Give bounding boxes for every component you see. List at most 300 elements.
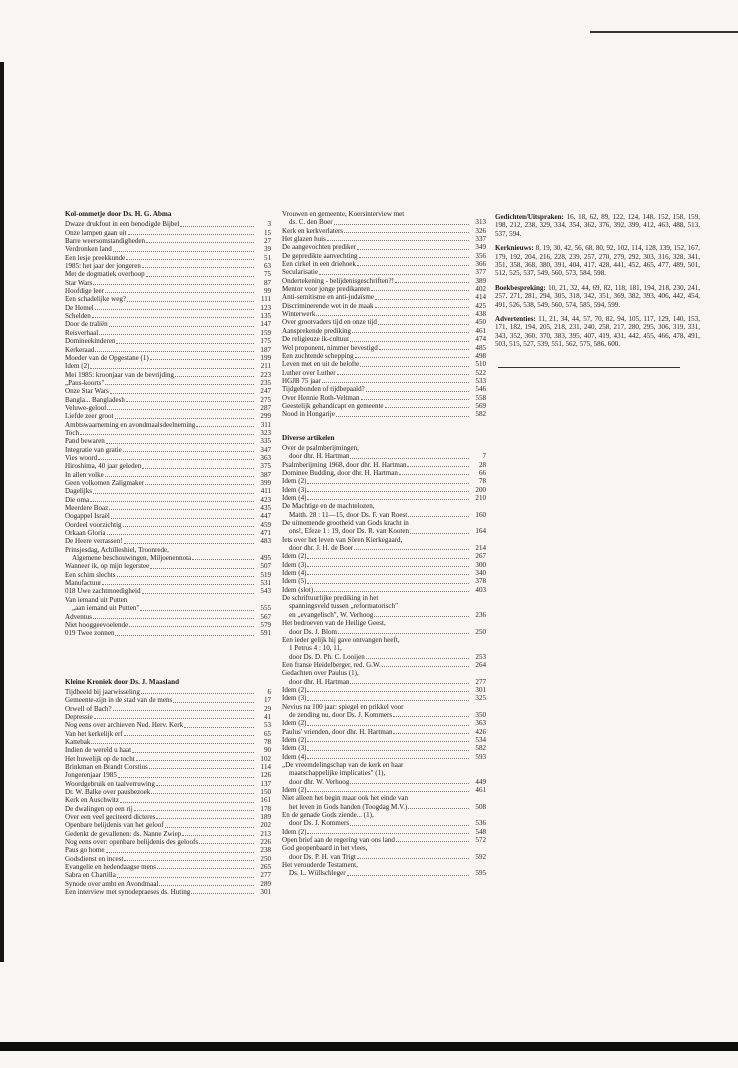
page-number: 53 (263, 721, 271, 730)
page-number: 202 (260, 821, 271, 830)
index-entry (65, 245, 271, 253)
dot-leader (80, 434, 254, 435)
dot-leader (322, 382, 469, 383)
page-number: 78 (263, 737, 271, 746)
dot-leader (382, 666, 469, 667)
entry-title: Een interview met synodepraeses ds. Huting (65, 888, 191, 897)
dot-leader (361, 399, 470, 400)
paragraph-boekbespreking (495, 284, 700, 309)
index-entry (282, 227, 486, 235)
scan-edge-bottom (0, 1042, 738, 1051)
page-number: 150 (260, 788, 271, 796)
entry-title: Synode over ambt en Avondmaal (65, 879, 159, 888)
entry-title: Met de dogmatiek overhoop (65, 270, 145, 279)
page-number: 3 (267, 220, 271, 229)
dot-leader (360, 366, 469, 367)
entry-title: Een schim slechts (65, 570, 116, 579)
dot-leader (316, 315, 469, 316)
dot-leader (407, 466, 469, 467)
dot-leader (124, 735, 254, 736)
dot-leader (307, 750, 469, 751)
dot-leader (150, 359, 254, 360)
index-entry (282, 486, 486, 494)
scan-edge-left (0, 62, 4, 962)
index-entry (282, 869, 486, 877)
entry-title: 1985: het jaar der jongeren (65, 262, 141, 271)
index-entry (65, 713, 271, 721)
index-entry (282, 678, 486, 686)
entry-title: Godsdienst en incest (65, 854, 124, 863)
page-number: 199 (260, 353, 271, 362)
index-entry (65, 446, 271, 454)
page-number: 389 (475, 276, 486, 285)
dot-leader (395, 282, 469, 283)
index-entry (282, 260, 486, 268)
dot-leader (307, 491, 469, 492)
page-number: 438 (475, 310, 486, 319)
entry-title: Tijdgebonden of tijdbepaald? (282, 385, 365, 394)
dot-leader (126, 401, 254, 402)
dot-leader (357, 265, 469, 266)
index-entry (65, 496, 271, 504)
dot-leader (156, 818, 254, 819)
page-number: 178 (260, 804, 271, 813)
page-number: 78 (478, 477, 486, 486)
dot-leader (118, 777, 254, 778)
entry-title: en „evangelisch", W. Verhoog (289, 610, 374, 619)
index-entry (65, 537, 271, 545)
entry-title: Gemeente-zijn in de stad van de mens (65, 696, 173, 705)
page-number: 147 (260, 320, 271, 329)
dot-leader (191, 893, 254, 894)
paragraph-advertenties (495, 315, 700, 349)
dot-leader (127, 301, 254, 302)
page-number: 399 (260, 479, 271, 487)
page-number: 87 (263, 278, 271, 287)
page-number: 461 (475, 326, 486, 335)
entry-title: door Ds. D. Ph. C. Looijen (289, 652, 365, 661)
dot-leader (385, 407, 469, 408)
index-entry (282, 243, 486, 251)
index-entry (282, 819, 486, 827)
dot-leader (91, 743, 254, 744)
dot-leader (175, 376, 254, 377)
dot-leader (307, 691, 469, 692)
page-number: 15 (263, 228, 271, 237)
entry-title: Het glazen huis (282, 235, 326, 244)
entry-title: Depressie (65, 712, 93, 721)
entry-title: Integratie van gratie (65, 445, 122, 454)
dot-leader (98, 459, 254, 460)
entry-title: Over een veel geciteerd dicteres (65, 813, 156, 822)
index-entry (65, 521, 271, 529)
page-number: 543 (260, 587, 271, 596)
page-number: 17 (263, 696, 271, 705)
index-entry (65, 329, 271, 337)
dot-leader (110, 393, 254, 394)
page-number: 450 (475, 318, 486, 327)
index-entry (65, 805, 271, 813)
dot-leader (350, 825, 469, 826)
index-entry (65, 830, 271, 838)
index-entry (282, 544, 486, 552)
index-entry (65, 421, 271, 429)
dot-leader (136, 760, 254, 761)
index-entry-text: Over de psalmberijmingen, (282, 443, 359, 452)
index-entry (282, 277, 486, 285)
page-number: 572 (475, 836, 486, 845)
dot-leader (93, 618, 254, 619)
index-entry-text: „De vreemdelingschap van de kerk en haar (282, 761, 404, 769)
entry-title: „Paus-koorts" (65, 378, 105, 387)
entry-title: De dwalingen op een rij (65, 804, 133, 813)
index-entry (282, 778, 486, 786)
index-entry (65, 629, 271, 637)
column-left (65, 210, 271, 896)
entry-title: Jongerenjaar 1985 (65, 771, 117, 780)
index-entry (282, 352, 486, 360)
dot-leader (379, 349, 469, 350)
dot-leader (347, 875, 469, 876)
index-list-kol (65, 220, 271, 637)
page-number: 51 (263, 253, 271, 262)
page-number: 226 (260, 838, 271, 847)
label-advertenties: Advertenties: (495, 315, 536, 324)
dot-leader (159, 885, 254, 886)
entry-title: Open brief aan de regering van ons land (282, 836, 395, 845)
index-entry (282, 686, 486, 694)
index-entry (65, 871, 271, 879)
entry-title: Hoofdige leer (65, 287, 104, 296)
index-entry (282, 452, 486, 460)
index-entry-text: spanningsveld tussen „reformatorisch" (289, 602, 398, 611)
index-entry (65, 371, 271, 379)
index-entry (65, 888, 271, 896)
entry-title: Nog eens over: openbare belijdenis des geloofs (65, 838, 199, 847)
entry-title: De gepredikte aanvechting (282, 251, 358, 260)
page-number: 264 (475, 660, 486, 669)
page-number: 323 (260, 428, 271, 437)
dot-leader (94, 718, 254, 719)
index-entry (282, 402, 486, 410)
page-number: 27 (263, 237, 271, 246)
dot-leader (307, 700, 469, 701)
entry-title: Idem (2) (65, 362, 90, 371)
page-number: 159 (260, 328, 271, 337)
page-number: 164 (475, 527, 486, 536)
page-number: 461 (475, 786, 486, 795)
entry-title: Toch (65, 428, 79, 437)
entry-title: Woordgebruik en taalverruwing (65, 779, 155, 788)
dot-leader (93, 493, 254, 494)
dot-leader (134, 810, 254, 811)
index-entry (282, 828, 486, 836)
index-entry (282, 252, 486, 260)
dot-leader (117, 877, 254, 878)
page-number: 289 (260, 879, 271, 888)
page-number: 311 (260, 420, 271, 429)
index-entry-text: Gedachten over Paulus (1), (282, 669, 359, 678)
index-entry (65, 512, 271, 520)
dot-leader (393, 716, 469, 717)
page-number: 363 (260, 453, 271, 462)
index-entry-text: Het bedroeven van de Heilige Geest, (282, 619, 386, 628)
index-entry (65, 504, 271, 512)
page-number: 593 (475, 752, 486, 761)
entry-title: Nog eens over archieven Ned. Herv. Kerk (65, 721, 184, 730)
index-entry (65, 295, 271, 303)
end-rule (498, 367, 680, 368)
label-boekbespreking: Boekbespreking: (495, 283, 546, 292)
entry-title: Discriminerende wet in de maak (282, 301, 374, 310)
page-number: 75 (263, 270, 271, 279)
dot-leader (366, 391, 469, 392)
entry-title: 019 Twee zonnen (65, 629, 115, 638)
page-number: 214 (475, 544, 486, 553)
index-entry (65, 730, 271, 738)
entry-title: Kerkeraad (65, 345, 95, 354)
page-number: 90 (263, 746, 271, 755)
page-number: 579 (260, 620, 271, 629)
entry-title: Evangelie en hedendaagse mens (65, 863, 156, 872)
dot-leader (352, 332, 469, 333)
page-number: 459 (260, 520, 271, 529)
entry-title: Idem (3) (282, 744, 307, 753)
index-entry (282, 744, 486, 752)
entry-title: Idem (2) (282, 786, 307, 795)
entry-title: Oogappel Israël (65, 512, 110, 521)
dot-leader (307, 566, 469, 567)
entry-title: Anti-semitisme en anti-judaïsme (282, 293, 374, 302)
entry-title: Veluwe-geloof (65, 403, 107, 412)
index-entry (65, 788, 271, 796)
entry-title: Nood in Hongarije (282, 410, 335, 419)
dot-leader (375, 299, 469, 300)
dot-leader (106, 443, 254, 444)
index-entry (65, 613, 271, 621)
dot-leader (366, 658, 469, 659)
page-number: 28 (478, 460, 486, 469)
dot-leader (107, 409, 254, 410)
dot-leader (107, 534, 254, 535)
index-entry (282, 477, 486, 485)
entry-title: Paus go home (65, 846, 105, 855)
index-entry (65, 705, 271, 713)
index-entry-text: Nevius na 100 jaar: spiegel en prikkel voor (282, 702, 404, 711)
dot-leader (111, 518, 254, 519)
index-entry (65, 855, 271, 863)
dot-leader (115, 418, 254, 419)
index-entry (282, 327, 486, 335)
page-number: 275 (260, 395, 271, 404)
entry-title: Star Wars (65, 278, 93, 287)
index-entry (282, 753, 486, 761)
index-entry (65, 880, 271, 888)
entry-title: door dhr. W. Verhoog (289, 777, 350, 786)
dot-leader (338, 633, 469, 634)
index-entry (282, 385, 486, 393)
index-entry (65, 312, 271, 320)
index-entry (65, 362, 271, 370)
index-entry (65, 587, 271, 595)
index-entry (282, 836, 486, 844)
index-entry-text: maatschappelijke implicaties" (1), (289, 769, 386, 778)
index-entry (65, 220, 271, 228)
page-number: 39 (263, 245, 271, 254)
page-number: 6 (267, 687, 271, 696)
index-entry (65, 821, 271, 829)
page-number: 111 (260, 295, 271, 304)
entry-title: Algemene beschouwingen, Miljoenennota (72, 554, 192, 563)
page-number: 41 (263, 712, 271, 721)
dot-leader (128, 234, 254, 235)
entry-title: Idem (2) (282, 552, 307, 561)
index-entry (65, 379, 271, 387)
page-number: 7 (482, 452, 486, 461)
index-entry (282, 461, 486, 469)
page-number: 377 (475, 268, 486, 277)
entry-title: Wanneer ik, op mijn legerstee (65, 562, 150, 571)
entry-title: 018 Uwe zachtmoedigheid (65, 587, 141, 596)
pages-advertenties: 11, 21, 34, 44, 57, 70, 82, 94, 105, 117, 129, 140, 153, 171, 182, 194, 205, 218, 231, 240, 258, 217, 280, 295, 306, 319, 331, 343, 352, 360, 370, 383, 395, 407, 419, 431, 442, 455, 466, 478, 491, 503, 515, 527, 539, 551, 562, 575, 586, 600. (495, 315, 700, 349)
dot-leader (113, 251, 254, 252)
index-entry (282, 561, 486, 569)
dot-leader (199, 843, 254, 844)
index-entry (282, 377, 486, 385)
index-entry (65, 437, 271, 445)
index-entry (65, 279, 271, 287)
page-number: 137 (260, 779, 271, 788)
page-number: 126 (260, 771, 271, 780)
dot-leader (192, 559, 254, 560)
dot-leader (307, 574, 469, 575)
page-number: 301 (260, 888, 271, 897)
dot-leader (142, 593, 254, 594)
dot-leader (124, 543, 254, 544)
index-list-kroniek (65, 688, 271, 897)
dot-leader (90, 368, 254, 369)
index-entry (282, 369, 486, 377)
page-number: 363 (475, 719, 486, 728)
index-entry (65, 554, 271, 562)
index-entry (282, 728, 486, 736)
dot-leader (93, 284, 254, 285)
dot-leader (355, 357, 469, 358)
entry-title: Moeder van de Opgestane (1) (65, 353, 149, 362)
dot-leader (92, 317, 254, 318)
page-number: 508 (475, 802, 486, 811)
entry-title: HGJB 75 jaar (282, 376, 321, 385)
dot-leader (157, 868, 254, 869)
label-gedichten: Gedichten/Uitspraken: (495, 213, 564, 221)
entry-title: De religieuze ik-cultuur (282, 335, 350, 344)
index-entry (65, 604, 271, 612)
index-entry (65, 838, 271, 846)
dot-leader (336, 416, 469, 417)
page-number: 63 (263, 262, 271, 271)
page-number: 200 (475, 485, 486, 494)
page-number: 495 (260, 554, 271, 563)
index-entry-text: Een ieder gelijk hij gave ontvangen heeft, (282, 635, 400, 644)
entry-title: Tijdbeeld bij jaarwisseling (65, 687, 140, 696)
page-number: 325 (475, 694, 486, 703)
entry-title: Paulus' vrienden, door dhr. H. Hartman (282, 727, 393, 736)
page-number: 187 (260, 345, 271, 354)
index-entry (282, 803, 486, 811)
page-number: 378 (475, 577, 486, 586)
entry-title: Idem (2) (282, 685, 307, 694)
dot-leader (350, 341, 469, 342)
page-number: 507 (260, 562, 271, 571)
index-list-col2top (282, 210, 486, 419)
entry-title: Dr. W. Balke over pausbezoek (65, 788, 151, 796)
page-number: 350 (475, 710, 486, 719)
entry-title: Sabra en Chartilla (65, 871, 116, 880)
entry-title: Bangla... Bangladesh (65, 395, 125, 404)
index-entry (282, 469, 486, 477)
dot-leader (359, 257, 469, 258)
entry-title: Adventus (65, 612, 93, 621)
page-number: 471 (260, 529, 271, 538)
entry-title: Idem (2) (282, 477, 307, 486)
entry-title: Indien de wereld u haat (65, 746, 132, 755)
dot-leader (408, 808, 469, 809)
dot-leader (319, 274, 469, 275)
entry-title: Mei 1985: kroonjaar van de bevrijding (65, 370, 175, 379)
dot-leader (334, 224, 469, 225)
page-number: 238 (260, 846, 271, 855)
index-entry (65, 696, 271, 704)
dot-leader (123, 451, 254, 452)
index-entry-text: God geopenbaard in het vlees, (282, 844, 368, 853)
index-entry (65, 763, 271, 771)
dot-leader (357, 249, 469, 250)
dot-leader (151, 793, 254, 794)
dot-leader (142, 267, 254, 268)
page-number: 366 (475, 260, 486, 269)
entry-title: Matth. 28 : 11—15, door Ds. F. van Roest (289, 510, 408, 519)
index-entry-text: Iets over het leven van Sören Kierkegaard, (282, 535, 403, 544)
page-number: 175 (260, 337, 271, 346)
entry-title: Het huwelijk op de tocht (65, 754, 135, 763)
index-entry-text: Niet alleen het begin maar ook het einde van (282, 794, 409, 803)
index-entry (282, 661, 486, 669)
entry-title: Liefde zeer groot (65, 412, 114, 421)
index-entry (282, 577, 486, 585)
index-entry (65, 412, 271, 420)
page-number: 582 (475, 744, 486, 753)
entry-title: Reisverhaal (65, 328, 99, 337)
index-entry (65, 487, 271, 495)
section-title-divers: Diverse artikelen (282, 433, 335, 442)
index-entry (65, 346, 271, 354)
entry-title: Dagelijks (65, 487, 93, 496)
dot-leader (399, 474, 469, 475)
entry-title: Een schadelijke weg? (65, 295, 127, 304)
column-right (495, 213, 700, 368)
index-entry (282, 736, 486, 744)
entry-title: Door de traliën (65, 320, 108, 329)
index-entry (65, 404, 271, 412)
index-entry (65, 579, 271, 587)
section-gap (282, 419, 486, 434)
page-number: 595 (475, 869, 486, 878)
dot-leader (90, 501, 254, 502)
entry-title: Kattebak (65, 737, 91, 746)
page-number: 211 (260, 362, 271, 371)
index-entry (282, 552, 486, 560)
entry-title: Idem (2) (282, 827, 307, 836)
